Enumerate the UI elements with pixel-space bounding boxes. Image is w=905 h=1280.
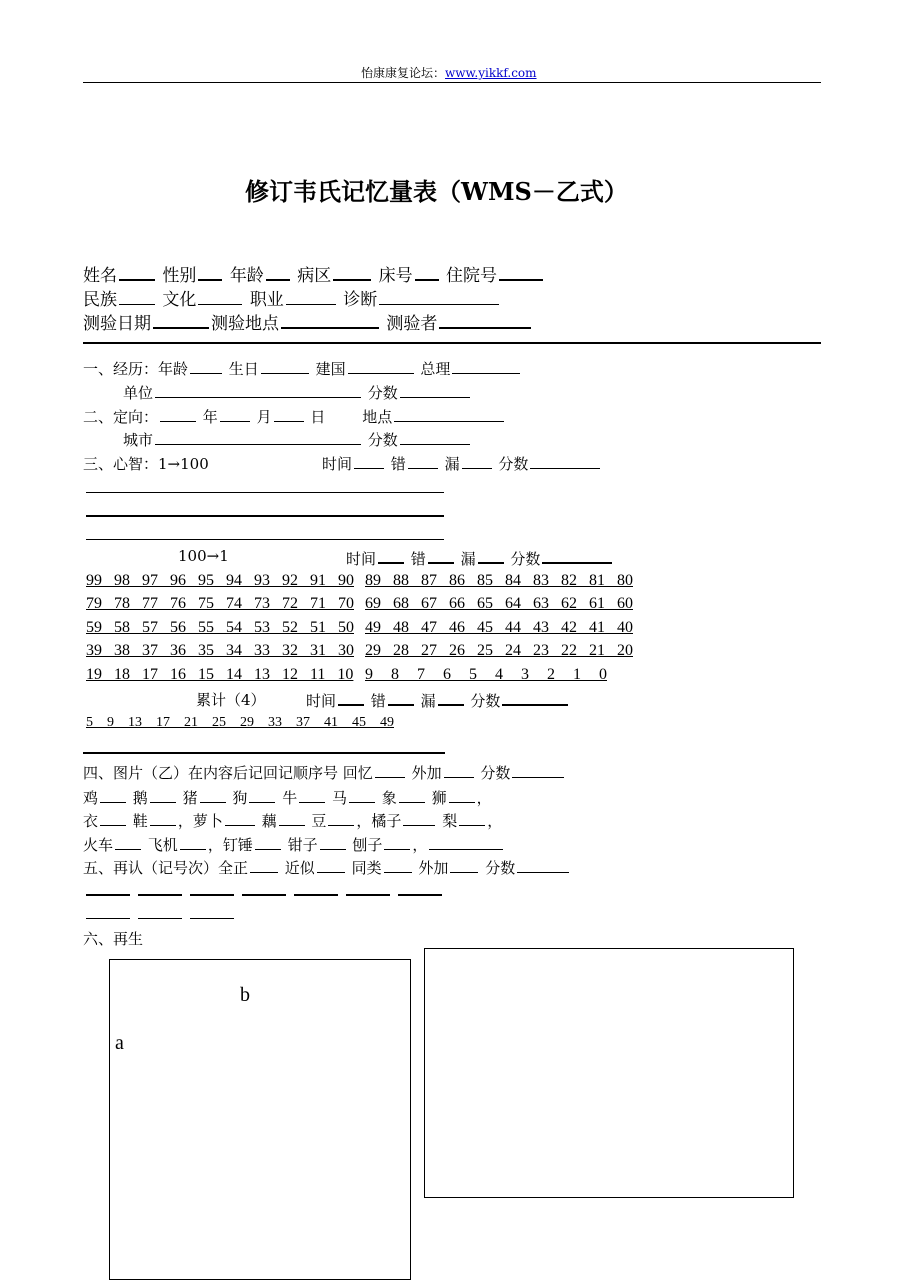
number-row-b: 29 28 27 26 25 24 23 22 21 20	[365, 642, 633, 659]
answer-blank	[138, 894, 182, 896]
header-rule	[83, 82, 821, 83]
section-3b-stats: 时间 错 漏 分数	[346, 547, 614, 569]
answer-blank	[86, 918, 130, 919]
figure-label-a: a	[115, 1032, 124, 1054]
section-2-row-2: 城市 分数	[123, 429, 472, 450]
page-title: 修订韦氏记忆量表（WMS－乙式）	[245, 177, 628, 206]
answer-blank	[294, 894, 338, 896]
number-row-b: 49 48 47 46 45 44 43 42 41 40	[365, 619, 633, 636]
section-6-label: 六、再生	[83, 930, 144, 948]
figure-label-b: b	[240, 984, 250, 1006]
drawing-box-b[interactable]	[424, 948, 794, 1198]
answer-line	[86, 515, 444, 517]
header-link[interactable]: www.yikkf.com	[445, 66, 537, 80]
section-2-row-1: 二、定向： 年 月 日 地点	[83, 406, 506, 427]
number-row-a: 59 58 57 56 55 54 53 52 51 50	[86, 619, 354, 636]
answer-blank	[138, 918, 182, 919]
section-1-row-1: 一、经历：年龄 生日 建国 总理	[83, 358, 522, 379]
number-row-b: 69 68 67 66 65 64 63 62 61 60	[365, 595, 633, 612]
answer-line	[86, 492, 444, 493]
section-3c-stats: 时间 错 漏 分数	[306, 689, 570, 711]
info-divider	[83, 342, 821, 344]
section-3-label: 三、心智：1→100	[83, 455, 209, 473]
answer-blank	[346, 894, 390, 896]
cumulative-sequence: 5 9 13 17 21 25 29 33 37 41 45 49	[86, 715, 394, 730]
drawing-box-a[interactable]	[109, 959, 411, 1280]
number-row-a: 79 78 77 76 75 74 73 72 71 70	[86, 595, 354, 612]
answer-blank	[190, 918, 234, 919]
answer-blank	[242, 894, 286, 896]
number-row-a: 19 18 17 16 15 14 13 12 11 10	[86, 666, 354, 683]
number-row-a: 99 98 97 96 95 94 93 92 91 90	[86, 572, 354, 589]
section-1-row-2: 单位 分数	[123, 382, 472, 403]
info-row-3: 测验日期 测验地点 测验者	[83, 309, 533, 334]
section-3c-label: 累计（4）	[196, 691, 266, 709]
section-3-stats: 时间 错 漏 分数	[322, 453, 602, 474]
section-4-tools: 火车 飞机 ，钉锤 钳子 刨子 ，	[83, 834, 505, 855]
header-prefix: 怡康康复论坛：	[361, 66, 446, 80]
number-row-b: 89 88 87 86 85 84 83 82 81 80	[365, 572, 633, 589]
answer-blank	[398, 894, 442, 896]
info-row-1: 姓名 性别 年龄 病区 床号 住院号	[83, 261, 545, 286]
section-4-row-1: 四、图片（乙）在内容后记回记顺序号 回忆 外加 分数	[83, 762, 566, 783]
section-5-row: 五、再认（记号次）全正 近似 同类 外加 分数	[83, 857, 571, 878]
answer-blank	[190, 894, 234, 896]
answer-line	[83, 752, 445, 754]
page-header	[361, 64, 537, 81]
answer-blank	[86, 894, 130, 896]
number-row-b: 9 8 7 6 5 4 3 2 1 0	[365, 666, 607, 683]
info-row-2: 民族 文化 职业 诊断	[83, 285, 501, 310]
section-3b-label: 100→1	[178, 547, 229, 565]
answer-line	[86, 539, 444, 540]
section-4-items: 衣 鞋 ，萝卜 藕 豆 ，橘子 梨 ，	[83, 812, 503, 830]
section-4-animals: 鸡 鹅 猪 狗 牛 马 象 狮 ，	[83, 789, 492, 807]
number-row-a: 39 38 37 36 35 34 33 32 31 30	[86, 642, 354, 659]
